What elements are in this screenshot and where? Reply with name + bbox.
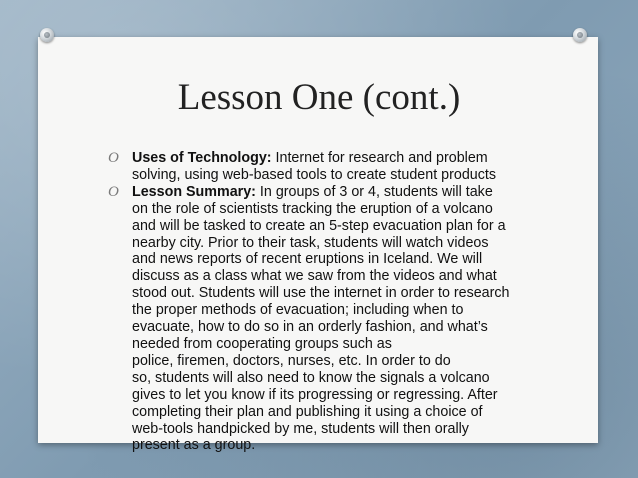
- bullet-uses-of-technology: [108, 150, 543, 184]
- bullet-list: [108, 150, 543, 454]
- bullet-line: web-tools handpicked by me, students will then orally: [132, 420, 469, 437]
- bullet-line: discuss as a class what we saw from the videos and what: [132, 268, 497, 285]
- bullet-line: the proper methods of evacuation; including when to: [132, 302, 464, 319]
- bullet-line: [132, 150, 543, 167]
- bullet-line: so, students will also need to know the signals a volcano: [132, 369, 490, 386]
- bullet-line: and will be tasked to create an 5-step evacuation plan for a: [132, 217, 506, 234]
- bullet-line: [132, 184, 543, 201]
- bullet-label: Uses of Technology:: [132, 150, 272, 166]
- bullet-lesson-summary: [108, 184, 543, 455]
- slide-title: Lesson One (cont.): [177, 77, 461, 118]
- pushpin-icon: [40, 28, 54, 42]
- bullet-line: completing their plan and publishing it using a choice of: [132, 403, 483, 420]
- bullet-text: Internet for research and problem: [271, 150, 488, 166]
- bullet-line: present as a group.: [132, 437, 256, 454]
- bullet-marker-icon: O: [108, 150, 119, 166]
- bullet-line: gives to let you know if its progressing or regressing. After: [132, 386, 498, 403]
- bullet-text: In groups of 3 or 4, students will take: [255, 183, 493, 200]
- bullet-line: nearby city. Prior to their task, students will watch videos: [132, 234, 489, 251]
- bullet-line: stood out. Students will use the internet in order to research: [132, 285, 510, 302]
- bullet-line: on the role of scientists tracking the eruption of a volcano: [132, 200, 493, 217]
- bullet-line: police, firemen, doctors, nurses, etc. In order to do: [132, 352, 451, 369]
- bullet-line: and news reports of recent eruptions in Iceland. We will: [132, 251, 483, 268]
- pushpin-icon: [573, 28, 587, 42]
- bullet-label: Lesson Summary:: [132, 183, 256, 200]
- bullet-marker-icon: O: [108, 183, 119, 200]
- bullet-line: solving, using web-based tools to create student products: [132, 166, 496, 183]
- bullet-line: evacuate, how to do so in an orderly fashion, and what’s: [132, 319, 488, 336]
- bullet-line: needed from cooperating groups such as: [132, 335, 392, 352]
